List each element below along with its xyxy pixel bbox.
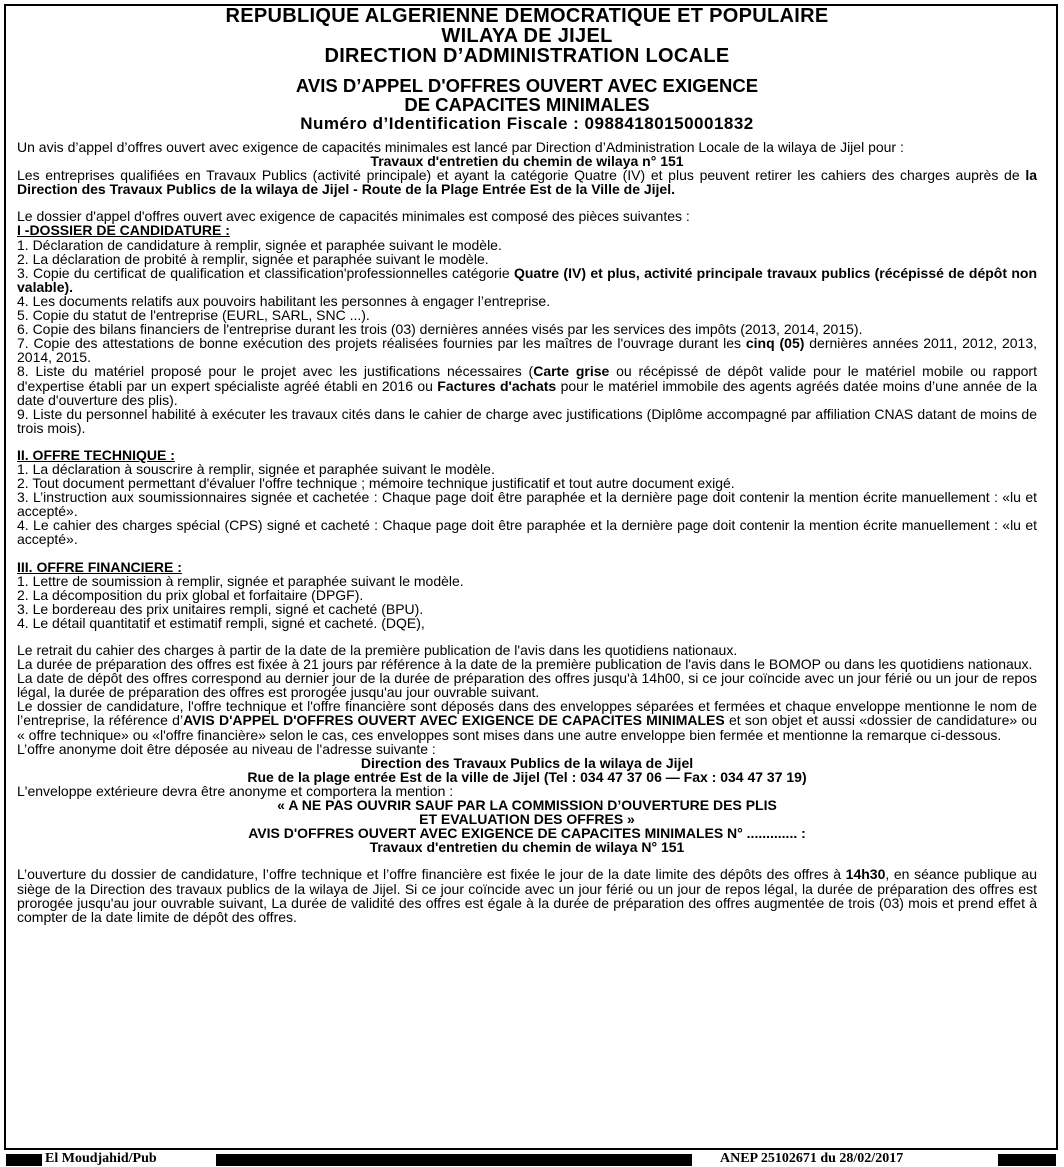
footer-rule-left <box>6 1154 42 1166</box>
mention-line3: AVIS D'OFFRES OUVERT AVEC EXIGENCE DE CAPACITES MINIMALES N° ............. : <box>248 825 806 842</box>
list-item: 9. Liste du personnel habilité à exécuter les travaux cités dans le cahier de charge avec justifications (Diplôme accompagné par affiliation CNAS datant de moins de trois mois). <box>17 405 1037 436</box>
anep-reference: ANEP 25102671 du 28/02/2017 <box>717 1151 906 1166</box>
republic-header: REPUBLIQUE ALGERIENNE DEMOCRATIQUE ET POPULAIRE <box>225 5 829 27</box>
notice-body <box>17 6 1037 924</box>
direction-header: DIRECTION D’ADMINISTRATION LOCALE <box>324 45 730 67</box>
list-item: 2. La déclaration de probité à remplir, signée et paraphée suivant le modèle. <box>17 250 489 267</box>
section-heading-financiere: III. OFFRE FINANCIERE : <box>17 558 182 575</box>
list-item: 3. Le bordereau des prix unitaires rempli, signé et cacheté (BPU). <box>17 600 424 617</box>
notice-title-line1: AVIS D’APPEL D'OFFRES OUVERT AVEC EXIGENCE <box>295 75 759 96</box>
wilaya-header: WILAYA DE JIJEL <box>441 25 613 47</box>
footer-rule-right <box>998 1154 1056 1166</box>
project-object: Travaux d'entretien du chemin de wilaya n° 151 <box>370 153 684 170</box>
list-item: 3. L’instruction aux soumissionnaires signée et cachetée : Chaque page doit être paraphée et la dernière page doit contenir la mention écrite manuellement : «lu et accepté». <box>17 489 1037 520</box>
footer-rule-middle <box>216 1154 692 1166</box>
list-item: 1. La déclaration à souscrire à remplir, signée et paraphée suivant le modèle. <box>17 460 495 477</box>
envelope-mention-lead: L'enveloppe extérieure devra être anonyme et comportera la mention : <box>17 782 454 799</box>
notice-title-line2: DE CAPACITES MINIMALES <box>404 94 650 115</box>
list-item: 3. Copie du certificat de qualification et classification'professionnelles catégorie Quatre (IV) et plus, activité principale travaux publics (récépissé de dépôt non valable). <box>17 264 1038 295</box>
list-item: 6. Copie des bilans financiers de l'entreprise durant les trois (03) dernières années visés par les services des impôts (2013, 2014, 2015). <box>17 321 863 338</box>
intro-paragraph: Un avis d’appel d’offres ouvert avec exigence de capacités minimales est lancé par Direction d’Administration Locale de la wilaya de Jijel pour : <box>17 139 904 155</box>
dossier-lead: Le dossier d'appel d'offres ouvert avec exigence de capacités minimales est composé des pièces suivantes : <box>17 208 690 225</box>
list-item: 1. Lettre de soumission à remplir, signée et paraphée suivant le modèle. <box>17 572 464 589</box>
mention-line4: Travaux d'entretien du chemin de wilaya N° 151 <box>369 839 685 856</box>
withdrawal-paragraph: Le retrait du cahier des charges à partir de la date de la première publication de l'avis dans les quotidiens nationaux. <box>17 642 738 658</box>
list-item: 2. Tout document permettant d'évaluer l'offre technique ; mémoire technique justificatif et tout autre document exigé. <box>17 475 735 492</box>
list-item: 5. Copie du statut de l'entreprise (EURL, SARL, SNC ...). <box>17 307 370 324</box>
anonymous-offer-paragraph: L’offre anonyme doit être déposée au niveau de l'adresse suivante : <box>17 740 436 757</box>
list-item: 8. Liste du matériel proposé pour le projet avec les justifications nécessaires (Carte grise ou récépissé de dépôt valide pour le matériel mobile ou rapport d'expertise établi par un expert spécialiste agréé établi en 2016 ou Factures d'achats pour le matériel immobile des agents agréés datée moins d’une année de la date d'ouverture des plis). <box>17 363 1037 408</box>
list-item: 4. Le détail quantitatif et estimatif rempli, signé et cacheté. (DQE), <box>17 614 425 631</box>
mention-line1: « A NE PAS OUVRIR SAUF PAR LA COMMISSION D’OUVERTURE DES PLIS <box>277 797 777 814</box>
publication-credit: El Moudjahid/Pub <box>42 1151 160 1166</box>
list-item: 7. Copie des attestations de bonne exécution des projets réalisées fournies par les maîtres de l'ouvrage durant les cinq (05) dernières années 2011, 2012, 2013, 2014, 2015. <box>17 335 1037 366</box>
list-item: 4. Le cahier des charges spécial (CPS) signé et cacheté : Chaque page doit être paraphée et la dernière page doit contenir la mention écrite manuellement : «lu et accepté». <box>17 517 1037 548</box>
list-item: 1. Déclaration de candidature à remplir, signée et paraphée suivant le modèle. <box>17 236 502 253</box>
footer-bar <box>0 1150 1064 1167</box>
list-item: 4. Les documents relatifs aux pouvoirs habilitant les personnes à engager l’entreprise. <box>17 292 551 309</box>
section-heading-candidature: I -DOSSIER DE CANDIDATURE : <box>17 222 230 239</box>
list-item: 2. La décomposition du prix global et forfaitaire (DPGF). <box>17 586 364 603</box>
address-line1: Direction des Travaux Publics de la wilaya de Jijel <box>360 754 694 771</box>
section-heading-technique: II. OFFRE TECHNIQUE : <box>17 446 175 463</box>
envelope-paragraph: Le dossier de candidature, l'offre technique et l'offre financière sont déposés dans des enveloppes séparées et fermées et chaque enveloppe mentionne le nom de l’entreprise, la référence d’AVIS D'APPEL D'OFFRES OUVERT AVEC EXIGENCE DE CAPACITES MINIMALES et son objet et aussi «dossier de candidature» ou « offre technique» ou «l'offre financière» selon le cas, ces enveloppes sont mises dans une autre enveloppe bien fermée et mentionne la remarque ci-dessous. <box>17 698 1037 743</box>
deposit-paragraph: La date de dépôt des offres correspond au dernier jour de la durée de préparation des offres jusqu'à 14h00, si ce jour coïncide avec un jour férié ou un jour de repos légal, la durée de préparation des offres est prorogée jusqu'au jour ouvrable suivant. <box>17 670 1037 701</box>
intro-withdrawal: Les entreprises qualifiées en Travaux Publics (activité principale) et ayant la catégorie Quatre (IV) et plus peuvent retirer les cahiers des charges auprès de la Direction des Travaux Publics de la wilaya de Jijel - Route de la Plage Entrée Est de la Ville de Jijel. <box>17 167 1037 198</box>
opening-paragraph: L’ouverture du dossier de candidature, l’offre technique et l’offre financière est fixée le jour de la date limite des dépôts des offres à 14h30, en séance publique au siège de la Direction des travaux publics de la wilaya de Jijel. Si ce jour coïncide avec un jour férié ou un jour de repos légal, la durée de préparation des offres est prorogée jusqu'au jour ouvrable suivant, La durée de validité des offres est égale à la durée de préparation des offres augmentée de trois (03) mois et prend effet à compter de la date limite de dépôt des offres. <box>17 866 1037 925</box>
preparation-paragraph: La durée de préparation des offres est fixée à 21 jours par référence à la date de la première publication de l'avis dans le BOMOP ou dans les quotidiens nationaux. <box>17 656 1033 673</box>
mention-line2: ET EVALUATION DES OFFRES » <box>419 811 635 828</box>
address-line2: Rue de la plage entrée Est de la ville de Jijel (Tel : 034 47 37 06 — Fax : 034 47 37 19) <box>247 768 807 785</box>
fiscal-id: Numéro d’Identification Fiscale : 09884180150001832 <box>300 114 754 133</box>
